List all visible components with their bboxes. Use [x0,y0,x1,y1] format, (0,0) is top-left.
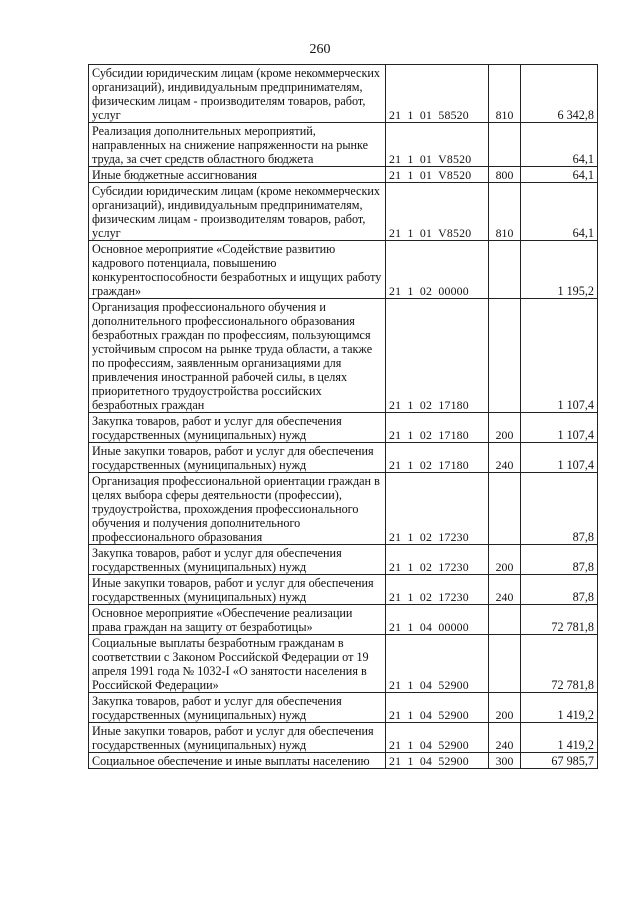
row-amount: 87,8 [521,473,598,545]
row-amount: 1 419,2 [521,723,598,753]
row-description: Организация профессиональной ориентации граждан в целях выбора сферы деятельности (профессии), трудоустройства, прохождения профессионального обучения и получения дополнительного профессионального образования [89,473,386,545]
table-row [89,241,598,299]
row-expense-type: 300 [489,753,521,769]
row-target-code: 21 1 01 58520 [386,65,489,123]
row-target-code: 21 1 02 00000 [386,241,489,299]
row-target-code: 21 1 02 17180 [386,413,489,443]
row-expense-type [489,473,521,545]
row-expense-type [489,241,521,299]
table-row [89,443,598,473]
row-amount: 1 419,2 [521,693,598,723]
table-row [89,183,598,241]
row-expense-type: 240 [489,443,521,473]
row-amount: 64,1 [521,183,598,241]
table-row [89,299,598,413]
row-amount: 1 107,4 [521,299,598,413]
table-row [89,635,598,693]
row-description: Закупка товаров, работ и услуг для обеспечения государственных (муниципальных) нужд [89,545,386,575]
row-expense-type: 810 [489,65,521,123]
row-description: Реализация дополнительных мероприятий, направленных на снижение напряженности на рынке труда, за счет средств областного бюджета [89,123,386,167]
row-description: Социальные выплаты безработным гражданам в соответствии с Законом Российской Федерации от 19 апреля 1991 года № 1032-I «О занятости населения в Российской Федерации» [89,635,386,693]
row-target-code: 21 1 02 17230 [386,545,489,575]
table-row [89,605,598,635]
row-target-code: 21 1 04 52900 [386,753,489,769]
page-number: 260 [309,42,331,57]
table-row [89,693,598,723]
row-amount: 1 107,4 [521,443,598,473]
row-expense-type: 810 [489,183,521,241]
row-target-code: 21 1 01 V8520 [386,123,489,167]
table-row [89,65,598,123]
row-expense-type [489,635,521,693]
table-row [89,123,598,167]
row-expense-type: 200 [489,693,521,723]
row-description: Закупка товаров, работ и услуг для обеспечения государственных (муниципальных) нужд [89,693,386,723]
table-row [89,413,598,443]
row-description: Субсидии юридическим лицам (кроме некоммерческих организаций), индивидуальным предпринимателям, физическим лицам - производителям товаров, работ, услуг [89,65,386,123]
row-description: Закупка товаров, работ и услуг для обеспечения государственных (муниципальных) нужд [89,413,386,443]
row-expense-type: 200 [489,545,521,575]
row-target-code: 21 1 02 17230 [386,575,489,605]
row-description: Субсидии юридическим лицам (кроме некоммерческих организаций), индивидуальным предпринимателям, физическим лицам - производителям товаров, работ, услуг [89,183,386,241]
table-row [89,473,598,545]
row-target-code: 21 1 02 17230 [386,473,489,545]
row-amount: 1 107,4 [521,413,598,443]
row-target-code: 21 1 02 17180 [386,443,489,473]
row-target-code: 21 1 02 17180 [386,299,489,413]
row-expense-type [489,299,521,413]
row-amount: 64,1 [521,167,598,183]
table-row [89,753,598,769]
row-amount: 6 342,8 [521,65,598,123]
table-row [89,575,598,605]
row-expense-type [489,123,521,167]
row-target-code: 21 1 04 52900 [386,723,489,753]
row-amount: 72 781,8 [521,635,598,693]
row-description: Иные бюджетные ассигнования [89,167,386,183]
budget-table [88,64,598,769]
row-target-code: 21 1 01 V8520 [386,183,489,241]
row-amount: 67 985,7 [521,753,598,769]
row-amount: 72 781,8 [521,605,598,635]
table-row [89,167,598,183]
row-amount: 1 195,2 [521,241,598,299]
row-expense-type [489,605,521,635]
row-description: Социальное обеспечение и иные выплаты населению [89,753,386,769]
row-description: Основное мероприятие «Обеспечение реализации права граждан на защиту от безработицы» [89,605,386,635]
table-row [89,545,598,575]
row-amount: 87,8 [521,545,598,575]
row-amount: 64,1 [521,123,598,167]
table-row [89,723,598,753]
row-expense-type: 800 [489,167,521,183]
row-expense-type: 240 [489,575,521,605]
row-target-code: 21 1 04 52900 [386,635,489,693]
row-target-code: 21 1 04 00000 [386,605,489,635]
row-target-code: 21 1 04 52900 [386,693,489,723]
row-amount: 87,8 [521,575,598,605]
row-expense-type: 240 [489,723,521,753]
row-description: Иные закупки товаров, работ и услуг для обеспечения государственных (муниципальных) нужд [89,443,386,473]
row-description: Основное мероприятие «Содействие развитию кадрового потенциала, повышению конкурентоспособности безработных и ищущих работу граждан» [89,241,386,299]
row-description: Иные закупки товаров, работ и услуг для обеспечения государственных (муниципальных) нужд [89,575,386,605]
row-description: Организация профессионального обучения и дополнительного профессионального образования безработных граждан по профессиям, пользующимся устойчивым спросом на рынке труда области, а также по профессиям, заявленным организациями для привлечения иностранной рабочей силы, в целях приоритетного трудоустройства российских безработных граждан [89,299,386,413]
row-expense-type: 200 [489,413,521,443]
row-description: Иные закупки товаров, работ и услуг для обеспечения государственных (муниципальных) нужд [89,723,386,753]
row-target-code: 21 1 01 V8520 [386,167,489,183]
